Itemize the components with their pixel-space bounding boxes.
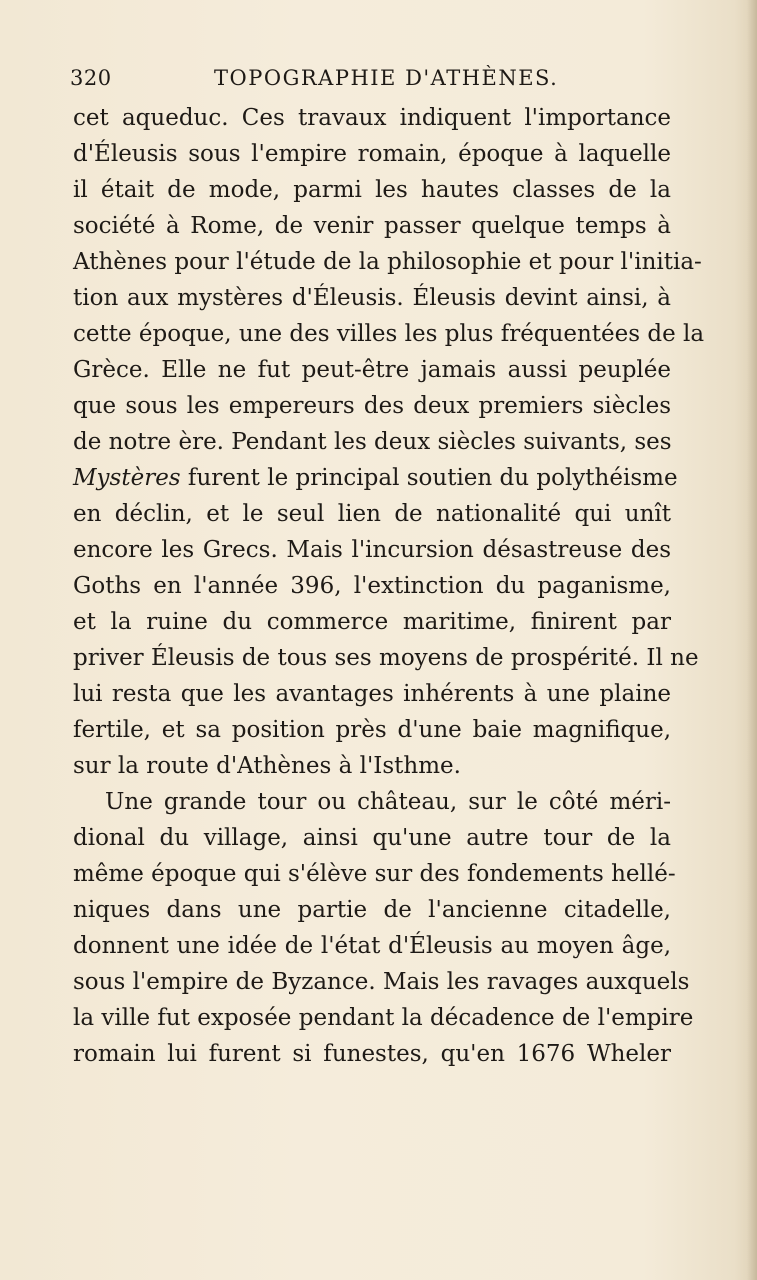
page-number: 320 xyxy=(70,66,112,90)
text-line: il était de mode, parmi les hautes classes de la xyxy=(73,177,671,203)
text-line: société à Rome, de venir passer quelque temps à xyxy=(73,213,671,239)
text-line: et la ruine du commerce maritime, finirent par xyxy=(73,609,671,635)
text-line: même époque qui s'élève sur des fondements hellé- xyxy=(73,861,676,887)
text-line: niques dans une partie de l'ancienne citadelle, xyxy=(73,897,671,923)
text-line: sur la route d'Athènes à l'Isthme. xyxy=(73,753,461,779)
text-line: Grèce. Elle ne fut peut-être jamais aussi peuplée xyxy=(73,357,671,383)
text-line: en déclin, et le seul lien de nationalité qui unît xyxy=(73,501,671,527)
text-line: Athènes pour l'étude de la philosophie et pour l'initia- xyxy=(73,249,702,275)
page-header xyxy=(70,66,670,100)
text-line: sous l'empire de Byzance. Mais les ravages auxquels xyxy=(73,969,690,995)
body-text xyxy=(73,100,705,1072)
text-line: fertile, et sa position près d'une baie magnifique, xyxy=(73,717,671,743)
running-title: TOPOGRAPHIE D'ATHÈNES. xyxy=(214,66,559,90)
text-line: donnent une idée de l'état d'Éleusis au moyen âge, xyxy=(73,933,671,959)
text-line: priver Éleusis de tous ses moyens de prospérité. Il ne xyxy=(73,645,699,671)
text-line: dional du village, ainsi qu'une autre tour de la xyxy=(73,825,671,851)
text-line: cet aqueduc. Ces travaux indiquent l'importance xyxy=(73,105,671,131)
text-line: lui resta que les avantages inhérents à une plaine xyxy=(73,681,671,707)
text-line: tion aux mystères d'Éleusis. Éleusis devint ainsi, à xyxy=(73,285,671,311)
text-line: de notre ère. Pendant les deux siècles suivants, ses xyxy=(73,429,672,455)
text-line: Mystères furent le principal soutien du polythéisme xyxy=(73,465,678,491)
text-line: encore les Grecs. Mais l'incursion désastreuse des xyxy=(73,537,671,563)
text-line: que sous les empereurs des deux premiers siècles xyxy=(73,393,671,419)
text-line: d'Éleusis sous l'empire romain, époque à laquelle xyxy=(73,141,671,167)
text-line: Goths en l'année 396, l'extinction du paganisme, xyxy=(73,573,671,599)
text-line: cette époque, une des villes les plus fréquentées de la xyxy=(73,321,705,347)
text-line: Une grande tour ou château, sur le côté méri- xyxy=(105,789,671,815)
text-line: la ville fut exposée pendant la décadence de l'empire xyxy=(73,1005,694,1031)
text-line: romain lui furent si funestes, qu'en 1676 Wheler xyxy=(73,1041,671,1067)
page-edge-shadow xyxy=(747,0,757,1280)
italic-word: Mystères xyxy=(73,465,181,491)
